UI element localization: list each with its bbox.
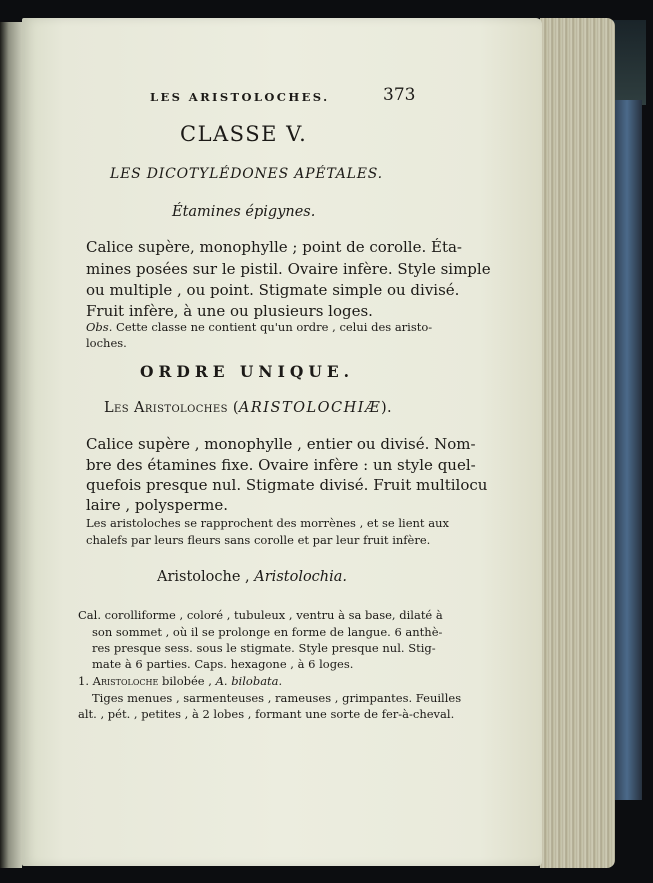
genus-description-line: res presque sess. sous le stigmate. Style presque nul. Stig-	[92, 641, 436, 655]
page-edges	[540, 18, 615, 868]
classe-title: CLASSE V.	[180, 122, 308, 146]
genus-description-line: Cal. corolliforme , coloré , tubuleux , ventru à sa base, dilaté à	[78, 608, 443, 622]
classe-description-line: Fruit infère, à une ou plusieurs loges.	[86, 302, 373, 320]
classe-subtitle: LES DICOTYLÉDONES APÉTALES.	[110, 166, 383, 182]
family-latin: ARISTOLOCHIÆ	[238, 400, 381, 416]
genus-heading	[157, 569, 347, 585]
classe-description-line: ou multiple , ou point. Stigmate simple ou divisé.	[86, 281, 460, 299]
obs-text: Cette classe ne contient qu'un ordre , celui des aristo-	[112, 320, 433, 334]
genus-name: Aristoloche ,	[157, 569, 250, 585]
species-heading	[78, 674, 282, 688]
family-suffix: ).	[381, 400, 393, 416]
family-description-line: bre des étamines fixe. Ovaire infère : un style quel-	[86, 456, 476, 474]
family-note-line: chalefs par leurs fleurs sans corolle et par leur fruit infère.	[86, 533, 431, 547]
genus-latin: Aristolochia.	[254, 569, 348, 585]
ordre-title: ORDRE UNIQUE.	[140, 362, 355, 381]
obs-label: Obs.	[86, 320, 113, 334]
species-name: Aristoloche	[92, 674, 159, 688]
obs-note-line: loches.	[86, 336, 127, 350]
family-note-line: Les aristoloches se rapprochent des morrènes , et se lient aux	[86, 516, 449, 530]
species-name-rest: bilobée ,	[158, 674, 216, 688]
book-cover-top	[612, 20, 646, 105]
family-description-line: quefois presque nul. Stigmate divisé. Fruit multilocu	[86, 476, 488, 494]
family-description-line: laire , polysperme.	[86, 496, 229, 514]
running-header: LES ARISTOLOCHES.	[150, 90, 330, 104]
book-cover-spine	[612, 100, 642, 800]
genus-description-line: son sommet , où il se prolonge en forme de langue. 6 anthè-	[92, 625, 443, 639]
species-description-line: alt. , pét. , petites , à 2 lobes , formant une sorte de fer-à-cheval.	[78, 707, 455, 721]
classe-description-line: mines posées sur le pistil. Ovaire infère. Style simple	[86, 260, 491, 278]
species-description-line: Tiges menues , sarmenteuses , rameuses , grimpantes. Feuilles	[92, 691, 462, 705]
species-number: 1.	[78, 674, 89, 688]
family-heading	[104, 400, 392, 416]
family-description-line: Calice supère , monophylle , entier ou divisé. Nom-	[86, 435, 476, 453]
classe-description-line: Calice supère, monophylle ; point de corolle. Éta-	[86, 238, 462, 256]
classe-sub-subtitle: Étamines épigynes.	[172, 204, 316, 220]
genus-description-line: mate à 6 parties. Caps. hexagone , à 6 loges.	[92, 657, 354, 671]
previous-page-edge	[0, 22, 22, 868]
obs-note-line	[86, 320, 432, 334]
species-latin: A. bilobata.	[215, 674, 283, 688]
family-name: Les Aristoloches (	[104, 400, 239, 416]
page-number: 373	[383, 85, 416, 105]
